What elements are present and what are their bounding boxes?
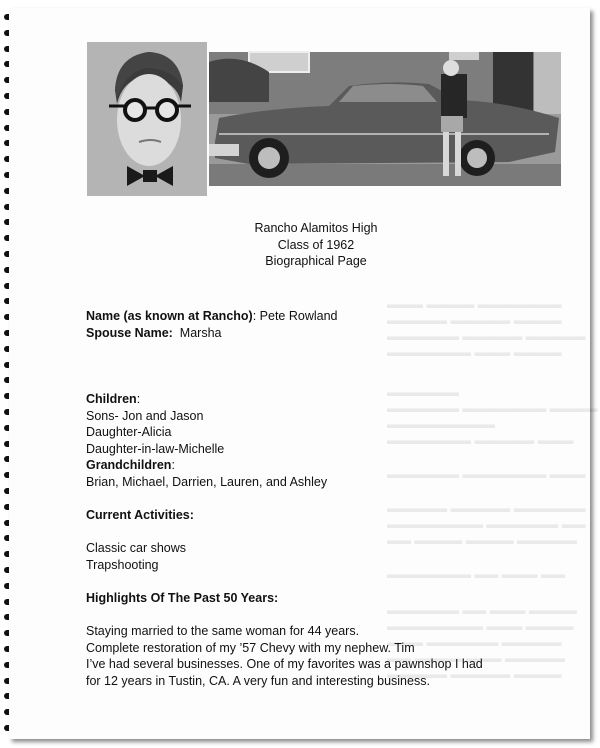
spouse-value: Marsha	[179, 325, 222, 340]
grandchildren-value: Brian, Michael, Darrien, Lauren, and Ashley	[86, 474, 328, 489]
name-value: Pete Rowland	[259, 309, 338, 323]
classic-car-photo	[209, 52, 561, 186]
page-type: Biographical Page	[265, 254, 367, 268]
biography-content	[86, 308, 483, 690]
activities-heading	[86, 507, 483, 524]
highlights-label: Highlights Of The Past 50 Years:	[86, 591, 279, 606]
spouse-line	[86, 325, 483, 342]
activity-item: Classic car shows	[86, 541, 187, 556]
school-name: Rancho Alamitos High	[254, 221, 378, 235]
grandchildren-heading: Grandchildren:	[86, 458, 175, 473]
highlight-item: I’ve had several businesses. One of my favorites was a pawnshop I had	[86, 657, 483, 672]
yearbook-portrait-photo	[87, 42, 207, 196]
highlight-item: Complete restoration of my ’57 Chevy with my nephew. Tim	[86, 640, 415, 655]
class-year: Class of 1962	[277, 237, 355, 252]
spouse-label: Spouse Name:	[86, 325, 173, 340]
grandchildren-label: Grandchildren	[86, 458, 172, 473]
highlight-item: for 12 years in Tustin, CA. A very fun and interesting business.	[86, 674, 430, 689]
children-label: Children	[86, 391, 137, 406]
highlight-item: Staying married to the same woman for 44 years.	[86, 624, 360, 639]
highlights-heading	[86, 590, 483, 607]
name-line: Name (as known at Rancho): Pete Rowland	[86, 309, 338, 323]
child-item: Daughter-in-law-Michelle	[86, 441, 225, 456]
activities-label: Current Activities:	[86, 508, 194, 523]
child-item: Sons- Jon and Jason	[86, 408, 204, 423]
page-heading	[210, 220, 422, 270]
activity-item: Trapshooting	[86, 557, 159, 572]
name-label: Name (as known at Rancho)	[86, 309, 253, 323]
children-heading: Children:	[86, 391, 141, 406]
child-item: Daughter-Alicia	[86, 425, 172, 440]
